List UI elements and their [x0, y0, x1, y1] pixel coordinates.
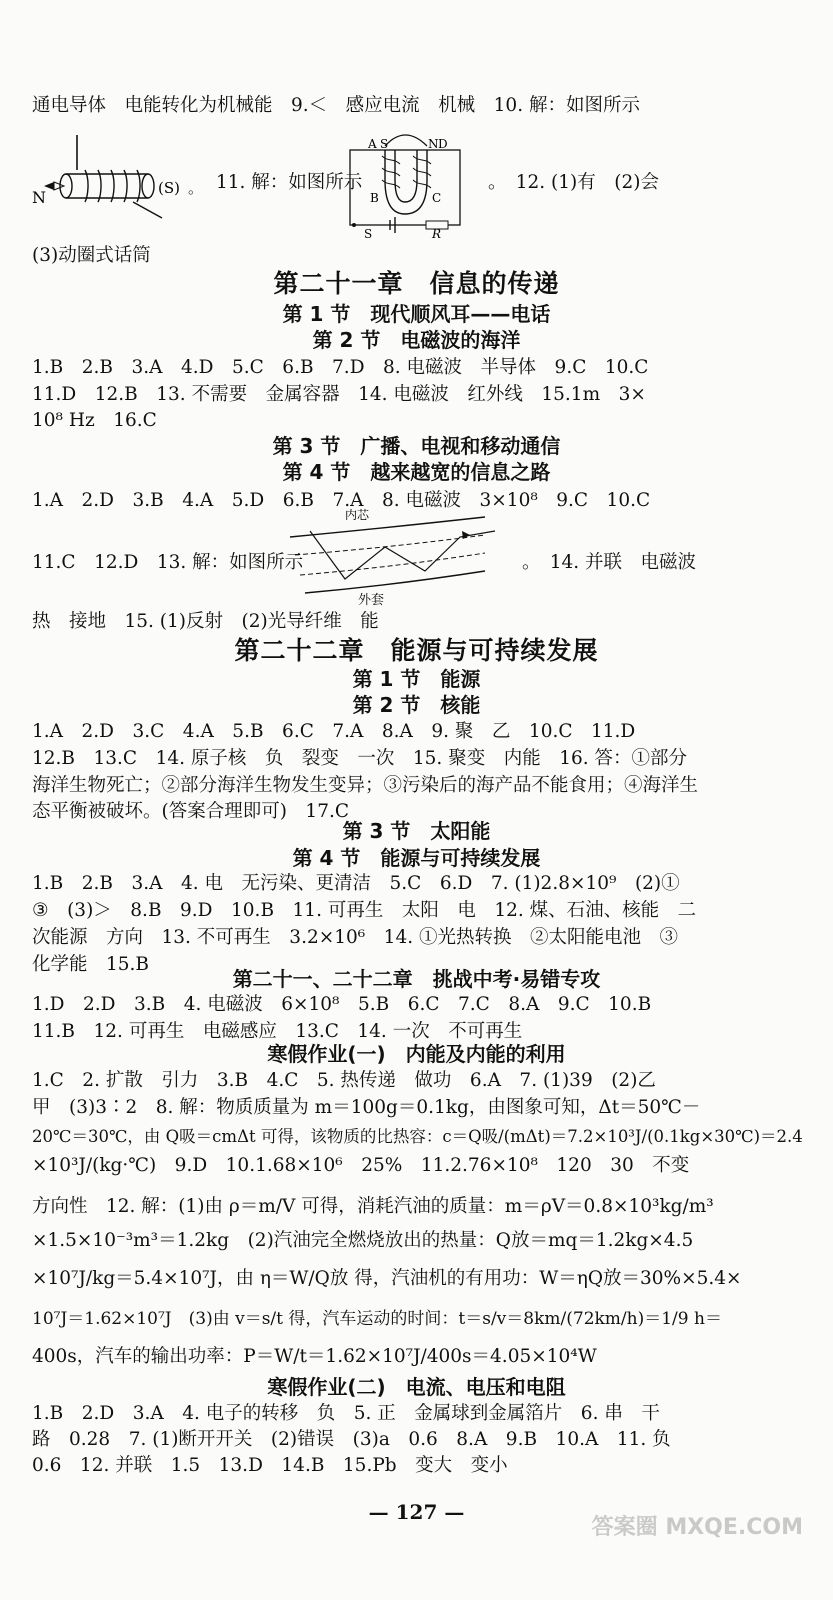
text-line: 态平衡被破坏。(答案合理即可) 17.C: [32, 801, 350, 822]
section-heading: 第 4 节 越来越宽的信息之路: [282, 460, 551, 484]
text-line: ×1.5×10⁻³m³＝1.2kg (2)汽油完全燃烧放出的热量：Q放＝mq＝1.2kg×4.5: [32, 1230, 694, 1251]
section-heading: 第 3 节 广播、电视和移动通信: [272, 434, 561, 458]
section-heading: 第 4 节 能源与可持续发展: [292, 846, 541, 870]
text-line: 1.B 2.D 3.A 4. 电子的转移 负 5. 正 金属球到金属箔片 6. 串 干: [32, 1403, 660, 1424]
section-heading: 第 2 节 电磁波的海洋: [312, 328, 521, 352]
text-line: 1.A 2.D 3.C 4.A 5.B 6.C 7.A 8.A 9. 聚 乙 10.C 11.D: [32, 721, 636, 742]
text-line: 1.D 2.D 3.B 4. 电磁波 6×10⁸ 5.B 6.C 7.C 8.A 9.C 10.B: [32, 994, 652, 1015]
text-line: 次能源 方向 13. 不可再生 3.2×10⁶ 14. ①光热转换 ②太阳能电池 ③: [32, 927, 678, 948]
text-line: 1.A 2.D 3.B 4.A 5.D 6.B 7.A 8. 电磁波 3×10⁸ 9.C 10.C: [32, 490, 651, 511]
svg-text:N: N: [428, 137, 439, 151]
text-fragment: 11.C 12.D 13. 解：如图所示: [32, 552, 304, 573]
section-heading: 第二十一、二十二章 挑战中考·易错专攻: [232, 967, 601, 991]
text-line: (3)动圈式话筒: [32, 245, 151, 266]
svg-text:A: A: [368, 137, 377, 151]
text-line: 甲 (3)3∶2 8. 解：物质质量为 m＝100g＝0.1kg，由图象可知，Δt＝50℃－: [32, 1097, 701, 1118]
section-heading: 第 1 节 能源: [352, 667, 481, 691]
compass-needle-tail: [54, 182, 64, 190]
section-heading: 第 1 节 现代顺风耳——电话: [282, 302, 551, 326]
text-line: ×10⁷J/kg＝5.4×10⁷J，由 η＝W/Q放 得，汽油机的有用功：W＝ηQ放＝30%×5.4×: [32, 1268, 742, 1289]
text-line: 化学能 15.B: [32, 954, 150, 975]
text-line: 0.6 12. 并联 1.5 13.D 14.B 15.Pb 变大 变小: [32, 1455, 508, 1476]
svg-text:R: R: [432, 227, 442, 241]
section-heading: 第 3 节 太阳能: [342, 819, 491, 843]
watermark: 答案圈 MXQE.COM: [591, 1515, 803, 1540]
section-heading: 寒假作业(二) 电流、电压和电阻: [267, 1375, 566, 1399]
text-line: 12.B 13.C 14. 原子核 负 裂变 一次 15. 聚变 内能 16. 答：①部分: [32, 748, 687, 769]
text-fragment: 。 12. (1)有 (2)会: [488, 172, 659, 193]
svg-text:B: B: [370, 191, 379, 205]
text-line: ③ (3)＞ 8.B 9.D 10.B 11. 可再生 太阳 电 12. 煤、石油、核能 二: [32, 900, 697, 921]
svg-text:。: 。: [188, 179, 204, 197]
text-line: 通电导体 电能转化为机械能 9.＜ 感应电流 机械 10. 解：如图所示: [32, 95, 640, 116]
text-line: 1.B 2.B 3.A 4.D 5.C 6.B 7.D 8. 电磁波 半导体 9.C 10.C: [32, 357, 649, 378]
section-heading: 第 2 节 核能: [352, 693, 481, 717]
solenoid-figure: [30, 130, 204, 220]
text-line: 路 0.28 7. (1)断开开关 (2)错误 (3)a 0.6 8.A 9.B 10.A 11. 负: [32, 1429, 671, 1450]
text-fragment: 。 14. 并联 电磁波: [522, 552, 697, 573]
text-line: ×10³J/(kg·℃) 9.D 10.1.68×10⁶ 25% 11.2.76×10⁸ 120 30 不变: [32, 1155, 690, 1176]
svg-text:S: S: [364, 227, 373, 241]
text-line: 20℃＝30℃，由 Q吸＝cmΔt 可得，该物质的比热容：c＝Q吸/(mΔt)＝7.2×10³J/(0.1kg×30℃)＝2.4: [32, 1127, 803, 1146]
chapter-heading: 第二十一章 信息的传递: [273, 269, 560, 298]
page-number: — 127 —: [368, 1500, 465, 1524]
text-line: 1.B 2.B 3.A 4. 电 无污染、更清洁 5.C 6.D 7. (1)2.8×10⁹ (2)①: [32, 873, 680, 894]
svg-text:S: S: [380, 137, 389, 151]
text-line: 10⁸ Hz 16.C: [32, 410, 157, 431]
text-line: 海洋生物死亡；②部分海洋生物发生变异；③污染后的海产品不能食用；④海洋生: [32, 775, 699, 796]
text-line: 11.B 12. 可再生 电磁感应 13.C 14. 一次 不可再生: [32, 1021, 523, 1042]
text-line: 11.D 12.B 13. 不需要 金属容器 14. 电磁波 红外线 15.1m 3×: [32, 384, 646, 405]
solenoid-left-pole: N: [32, 188, 46, 207]
svg-text:C: C: [432, 191, 442, 205]
section-heading: 寒假作业(一) 内能及内能的利用: [267, 1042, 566, 1066]
text-line: 1.C 2. 扩散 引力 3.B 4.C 5. 热传递 做功 6.A 7. (1)39 (2)乙: [32, 1070, 656, 1091]
fiber-figure: [285, 507, 505, 607]
text-line: 400s，汽车的输出功率：P＝W/t＝1.62×10⁷J/400s＝4.05×10⁴W: [32, 1346, 597, 1367]
chapter-heading: 第二十二章 能源与可持续发展: [234, 636, 599, 665]
solenoid-right-pole: (S): [158, 179, 180, 197]
svg-text:内芯: 内芯: [345, 508, 370, 522]
fiber-label: 外套: [358, 593, 385, 608]
text-fragment: 11. 解：如图所示: [216, 172, 363, 193]
text-line: 方向性 12. 解：(1)由 ρ＝m/V 可得，消耗汽油的质量：m＝ρV＝0.8×10³kg/m³: [32, 1196, 714, 1217]
circuit-figure: [340, 118, 470, 241]
svg-text:D: D: [438, 137, 448, 151]
text-line: 10⁷J＝1.62×10⁷J (3)由 v＝s/t 得，汽车运动的时间：t＝s/v＝8km/(72km/h)＝1/9 h＝: [32, 1309, 722, 1329]
text-line: 热 接地 15. (1)反射 (2)光导纤维 能: [32, 611, 379, 632]
